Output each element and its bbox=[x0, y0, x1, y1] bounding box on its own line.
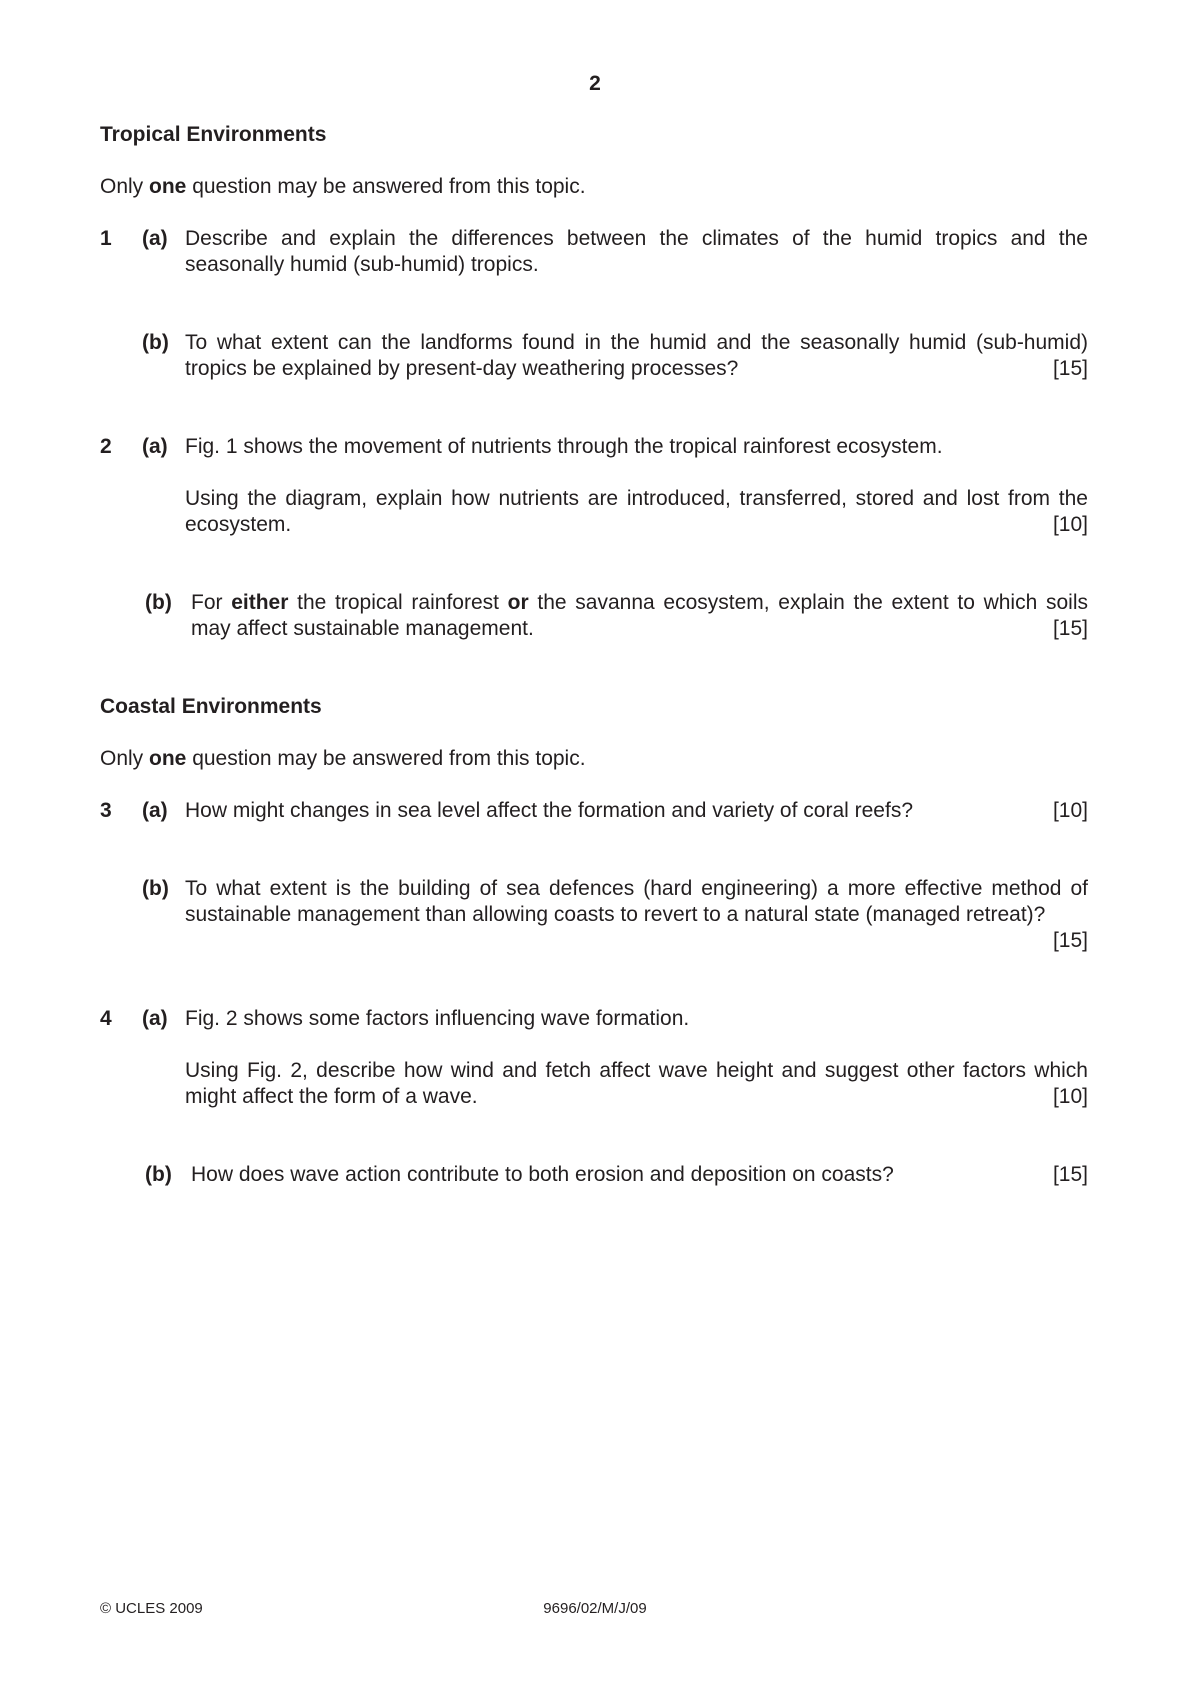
part-label: (a) bbox=[142, 435, 168, 458]
section-title-tropical: Tropical Environments bbox=[100, 123, 327, 146]
question-text: Describe and explain the differences between the climates of the humid tropics and the seasonally humid (sub-humid) tropics. bbox=[185, 227, 1088, 276]
page-number: 2 bbox=[589, 72, 601, 95]
mark-allocation: [15] bbox=[1052, 1163, 1088, 1186]
part-label: (b) bbox=[142, 877, 169, 900]
part-label: (b) bbox=[142, 331, 169, 354]
question-text: Fig. 1 shows the movement of nutrients through the tropical rainforest ecosystem. bbox=[185, 435, 943, 458]
part-label: (b) bbox=[145, 591, 172, 614]
mark-allocation: [15] bbox=[1052, 357, 1088, 380]
section-instruction-coastal: Only one question may be answered from this topic. bbox=[100, 747, 586, 770]
part-label: (b) bbox=[145, 1163, 172, 1186]
part-label: (a) bbox=[142, 1007, 168, 1030]
question-text: Using Fig. 2, describe how wind and fetch affect wave height and suggest other factors which might affect the form of a wave. bbox=[185, 1059, 1088, 1108]
question-text: How does wave action contribute to both erosion and deposition on coasts? bbox=[191, 1163, 894, 1186]
mark-allocation: [10] bbox=[1052, 1085, 1088, 1108]
part-label: (a) bbox=[142, 799, 168, 822]
question-text: Using the diagram, explain how nutrients are introduced, transferred, stored and lost from the ecosystem. bbox=[185, 487, 1088, 536]
part-label: (a) bbox=[142, 227, 168, 250]
question-number: 3 bbox=[100, 799, 112, 822]
section-instruction-tropical: Only one question may be answered from this topic. bbox=[100, 175, 586, 198]
question-number: 1 bbox=[100, 227, 112, 250]
question-text: To what extent is the building of sea defences (hard engineering) a more effective method of sustainable management than allowing coasts to revert to a natural state (managed retreat)? bbox=[185, 877, 1088, 926]
section-title-coastal: Coastal Environments bbox=[100, 695, 322, 718]
question-text: To what extent can the landforms found in the humid and the seasonally humid (sub-humid) tropics be explained by present-day weathering processes? bbox=[185, 331, 1088, 380]
question-number: 4 bbox=[100, 1007, 112, 1030]
question-number: 2 bbox=[100, 435, 112, 458]
question-text: Fig. 2 shows some factors influencing wave formation. bbox=[185, 1007, 690, 1030]
mark-allocation: [15] bbox=[1052, 929, 1088, 952]
mark-allocation: [15] bbox=[1052, 617, 1088, 640]
question-text: For either the tropical rainforest or the savanna ecosystem, explain the extent to which soils may affect sustainable management. bbox=[191, 591, 1088, 640]
footer-paper-code: 9696/02/M/J/09 bbox=[543, 1600, 647, 1617]
footer-copyright: © UCLES 2009 bbox=[100, 1600, 203, 1617]
mark-allocation: [10] bbox=[1052, 799, 1088, 822]
mark-allocation: [10] bbox=[1052, 513, 1088, 536]
question-text: How might changes in sea level affect the formation and variety of coral reefs? bbox=[185, 799, 913, 822]
